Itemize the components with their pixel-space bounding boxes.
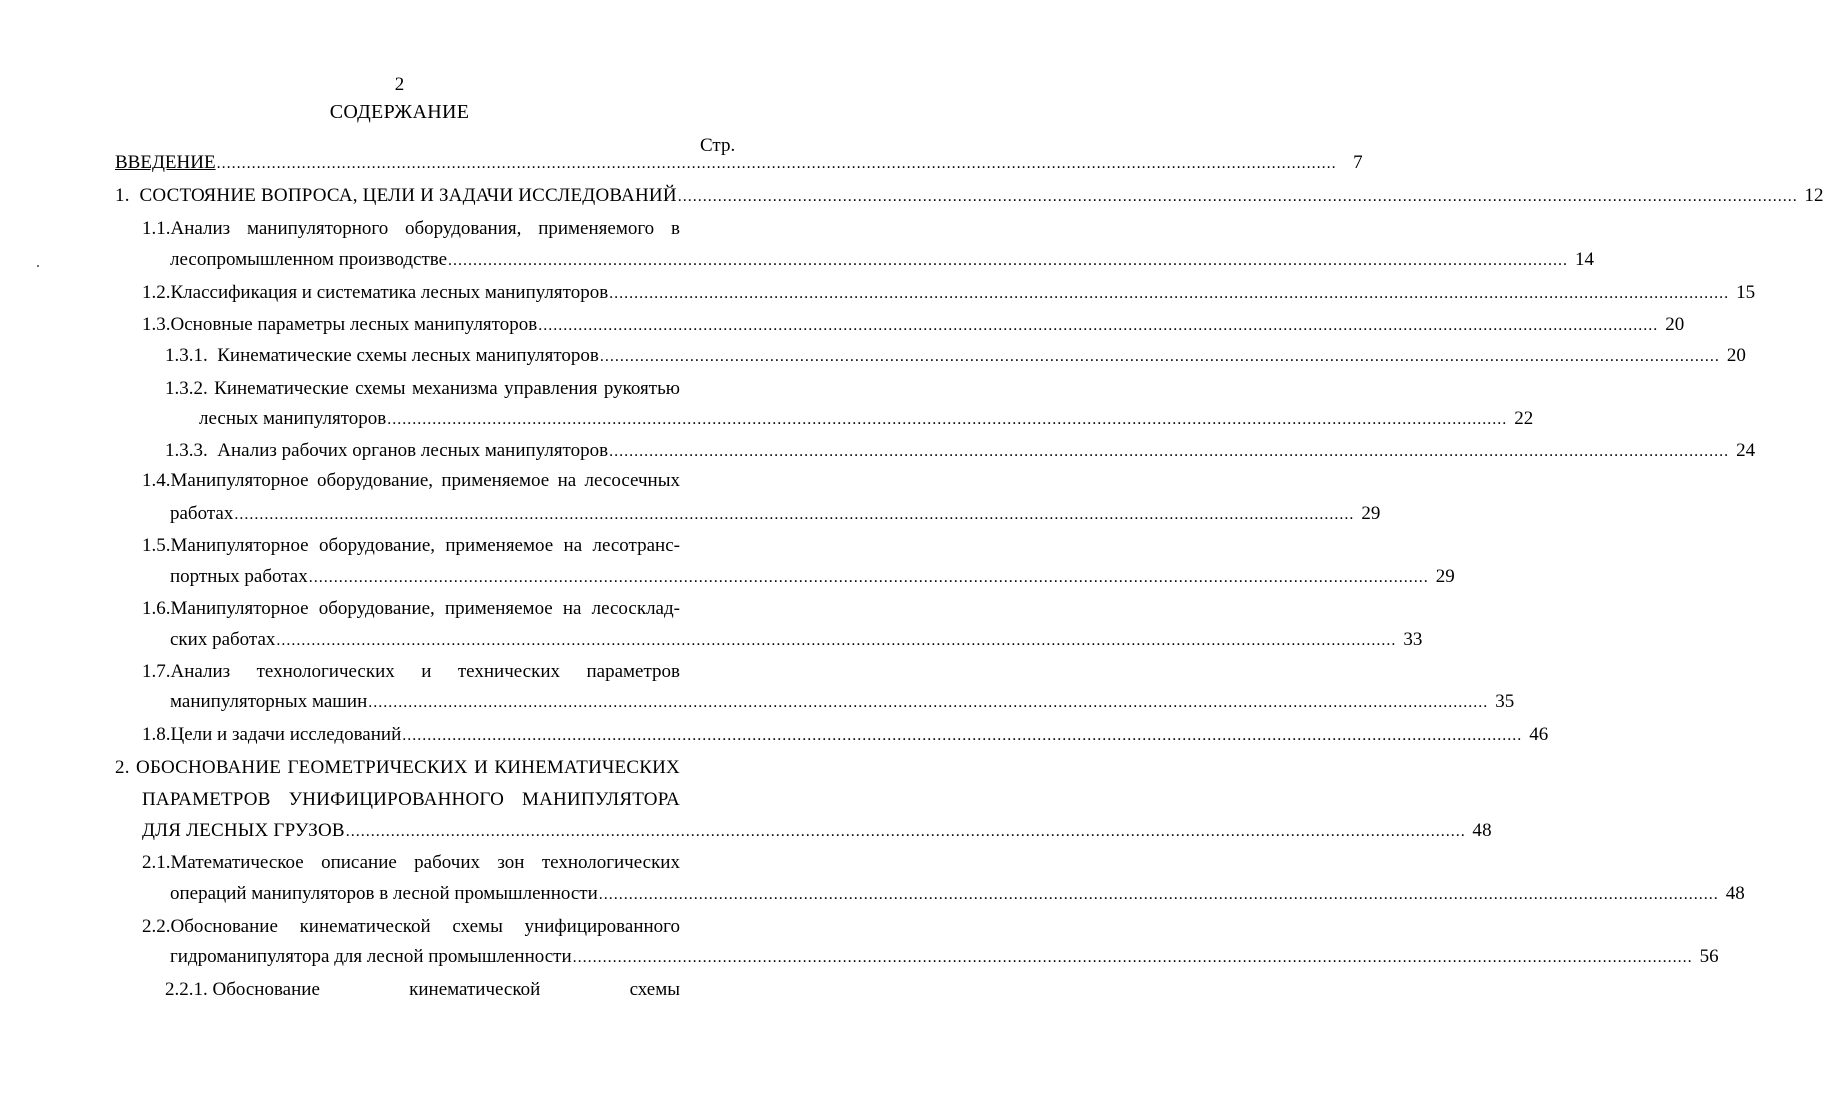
toc-entry xyxy=(170,629,1423,655)
toc-line-justified xyxy=(165,979,680,1005)
toc-entry-page: 46 xyxy=(1529,724,1549,745)
toc-word: Кинематические xyxy=(214,378,349,399)
dot-leader: ................................................................................................................................................................................................................................ xyxy=(609,443,1730,460)
toc-entry xyxy=(142,314,1685,340)
dot-leader: ................................................................................................................................................................................................................................ xyxy=(345,823,1466,840)
toc-line-justified xyxy=(142,598,680,624)
toc-entry-page: 14 xyxy=(1575,249,1595,270)
dot-leader: ................................................................................................................................................................................................................................ xyxy=(677,188,1798,205)
toc-word: и xyxy=(421,661,432,682)
toc-word: 2.2.Обоснование xyxy=(142,916,278,937)
toc-word: 1.6.Манипуляторное xyxy=(142,598,309,619)
toc-entry-page: 48 xyxy=(1472,820,1492,841)
toc-word: схемы xyxy=(629,979,680,1000)
dot-leader: ................................................................................................................................................................................................................................ xyxy=(448,252,1569,269)
toc-word: рукоятью xyxy=(603,378,680,399)
toc-word: 2.1.Математическое xyxy=(142,852,304,873)
toc-entry-page: 56 xyxy=(1699,946,1719,967)
toc-entry-page: 35 xyxy=(1495,691,1515,712)
toc-word: кинематической xyxy=(299,916,431,937)
toc-word: схемы xyxy=(355,378,406,399)
toc-entry-title: гидроманипулятора для лесной промышленности xyxy=(170,946,572,967)
dot-leader: ................................................................................................................................................................................................................................ xyxy=(387,411,1508,428)
toc-word: 2. xyxy=(115,757,130,778)
page-title: СОДЕРЖАНИЕ xyxy=(329,101,470,123)
toc-word: схемы xyxy=(452,916,503,937)
page-column-header: Стр. xyxy=(700,135,736,156)
toc-word: кинематической xyxy=(409,979,541,1000)
toc-entry xyxy=(170,249,1595,275)
toc-entry xyxy=(115,185,1824,211)
toc-entry-page: 7 xyxy=(1353,152,1363,173)
toc-line-justified xyxy=(142,535,680,561)
toc-entry xyxy=(165,440,1756,466)
dot-leader: ................................................................................................................................................................................................................................ xyxy=(598,886,1719,903)
toc-line-justified xyxy=(142,916,680,942)
toc-entry-page: 12 xyxy=(1804,185,1824,206)
dot-leader: ................................................................................................................................................................................................................................ xyxy=(609,285,1730,302)
toc-entry-title: лесных манипуляторов xyxy=(199,408,387,429)
toc-word: применяемое xyxy=(445,535,554,556)
toc-word: 1.5.Манипуляторное xyxy=(142,535,309,556)
toc-entry-page: 20 xyxy=(1665,314,1685,335)
toc-word: описание xyxy=(321,852,397,873)
toc-word: И xyxy=(474,757,489,778)
dot-leader: ................................................................................................................................................................................................................................ xyxy=(234,506,1355,523)
toc-entry-page: 29 xyxy=(1435,566,1455,587)
toc-word: рабочих xyxy=(414,852,481,873)
toc-word: технологических xyxy=(541,852,680,873)
toc-entry-title: 1.2.Классификация и систематика лесных манипуляторов xyxy=(142,282,609,303)
toc-word: 2.2.1. Обоснование xyxy=(165,979,320,1000)
toc-entry xyxy=(170,566,1455,592)
toc-word: технологических xyxy=(256,661,395,682)
toc-entry xyxy=(170,503,1381,529)
toc-entry-title: 1.3.Основные параметры лесных манипуляторов xyxy=(142,314,538,335)
toc-entry-title: 1. СОСТОЯНИЕ ВОПРОСА, ЦЕЛИ И ЗАДАЧИ ИССЛЕДОВАНИЙ xyxy=(115,185,677,206)
toc-line-justified xyxy=(142,852,680,878)
toc-entry-page: 48 xyxy=(1725,883,1745,904)
toc-word: оборудование, xyxy=(316,470,434,491)
toc-entry xyxy=(115,152,1363,178)
toc-entry xyxy=(170,691,1515,717)
toc-word: механизма xyxy=(411,378,498,399)
toc-word: КИНЕМАТИЧЕСКИХ xyxy=(494,757,680,778)
toc-line-justified xyxy=(142,661,680,687)
toc-entry-title: ВВЕДЕНИЕ xyxy=(115,152,216,173)
toc-entry xyxy=(199,408,1534,434)
toc-entry-title: ских работах xyxy=(170,629,276,650)
toc-line-justified xyxy=(142,789,680,815)
dot-leader: ................................................................................................................................................................................................................................ xyxy=(308,569,1429,586)
toc-word: на xyxy=(562,598,582,619)
toc-entry xyxy=(142,282,1756,308)
toc-word: применяемого xyxy=(538,218,655,239)
toc-word: ОБОСНОВАНИЕ xyxy=(136,757,282,778)
toc-word: оборудования, xyxy=(405,218,522,239)
toc-word: 1.1.Анализ xyxy=(142,218,231,239)
toc-entry-page: 22 xyxy=(1514,408,1534,429)
toc-entry-title: 1.3.3. Анализ рабочих органов лесных манипуляторов xyxy=(165,440,609,461)
toc-word: управления xyxy=(504,378,598,399)
toc-word: оборудование, xyxy=(318,598,435,619)
scan-speck xyxy=(37,265,39,267)
toc-word: оборудование, xyxy=(318,535,436,556)
toc-entry-page: 15 xyxy=(1736,282,1756,303)
toc-line-justified xyxy=(115,757,680,783)
toc-word: МАНИПУЛЯТОРА xyxy=(522,789,680,810)
toc-word: технических xyxy=(457,661,560,682)
dot-leader: ................................................................................................................................................................................................................................ xyxy=(276,632,1397,649)
toc-word: 1.4.Манипуляторное xyxy=(142,470,309,491)
toc-word: применяемое xyxy=(444,598,553,619)
toc-entry xyxy=(170,946,1719,972)
toc-entry-title: операций манипуляторов в лесной промышленности xyxy=(170,883,598,904)
toc-line-justified xyxy=(165,378,680,404)
toc-word: зон xyxy=(497,852,525,873)
toc-word: лесосечных xyxy=(584,470,680,491)
page-number: 2 xyxy=(394,74,405,95)
toc-entry-page: 24 xyxy=(1736,440,1756,461)
toc-word: ПАРАМЕТРОВ xyxy=(142,789,271,810)
toc-word: унифицированного xyxy=(524,916,680,937)
toc-entry-title: 1.8.Цели и задачи исследований xyxy=(142,724,402,745)
toc-word: лесосклад- xyxy=(591,598,680,619)
toc-entry-page: 20 xyxy=(1726,345,1746,366)
toc-entry xyxy=(142,724,1549,750)
toc-entry xyxy=(165,345,1746,371)
toc-entry-title: манипуляторных машин xyxy=(170,691,368,712)
toc-word: на xyxy=(563,535,583,556)
toc-entry-page: 29 xyxy=(1361,503,1381,524)
toc-word: 1.7.Анализ xyxy=(142,661,231,682)
dot-leader: ................................................................................................................................................................................................................................ xyxy=(402,727,1523,744)
toc-entry-title: лесопромышленном производстве xyxy=(170,249,448,270)
toc-entry-title: 1.3.1. Кинематические схемы лесных манипуляторов xyxy=(165,345,599,366)
toc-entry xyxy=(170,883,1745,909)
toc-word: 1.3.2. xyxy=(165,378,208,399)
dot-leader: ................................................................................................................................................................................................................................ xyxy=(538,317,1659,334)
toc-word: ГЕОМЕТРИЧЕСКИХ xyxy=(287,757,468,778)
toc-word: лесотранс- xyxy=(592,535,680,556)
dot-leader: ................................................................................................................................................................................................................................ xyxy=(599,348,1720,365)
toc-entry-title: портных работах xyxy=(170,566,308,587)
toc-word: в xyxy=(670,218,680,239)
toc-word: применяемое xyxy=(441,470,550,491)
toc-entry-title: ДЛЯ ЛЕСНЫХ ГРУЗОВ xyxy=(142,820,345,841)
toc-line-justified xyxy=(142,470,680,496)
toc-word: манипуляторного xyxy=(246,218,389,239)
toc-entry-title: работах xyxy=(170,503,234,524)
toc-word: параметров xyxy=(586,661,680,682)
toc-line-justified xyxy=(142,218,680,244)
dot-leader: ................................................................................................................................................................................................................................ xyxy=(216,155,1337,172)
toc-word: УНИФИЦИРОВАННОГО xyxy=(288,789,504,810)
toc-entry-page: 33 xyxy=(1403,629,1423,650)
toc-entry xyxy=(142,820,1492,846)
dot-leader: ................................................................................................................................................................................................................................ xyxy=(368,694,1489,711)
toc-word: на xyxy=(557,470,577,491)
dot-leader: ................................................................................................................................................................................................................................ xyxy=(572,949,1693,966)
